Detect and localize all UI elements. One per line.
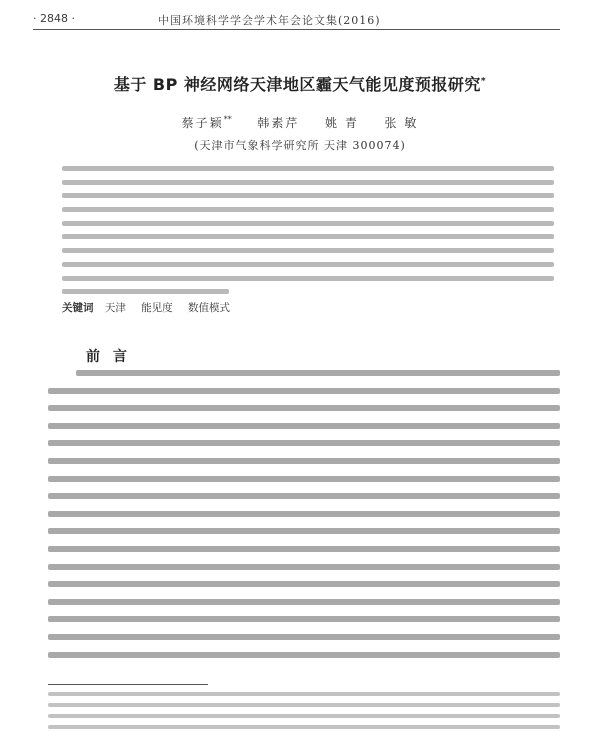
- paper-title: [0, 72, 600, 95]
- abstract-text-line: [62, 207, 554, 212]
- body-text-line: [48, 388, 560, 394]
- abstract-text-line: [62, 193, 554, 198]
- keywords-label: 关键词: [62, 302, 94, 314]
- body-text-line: [48, 634, 560, 640]
- body-text-line: [48, 440, 560, 446]
- abstract-block: [62, 166, 554, 303]
- keywords-line: [62, 300, 242, 315]
- body-text-line: [48, 564, 560, 570]
- footnotes-block: [48, 692, 560, 736]
- author-footnote-mark: **: [223, 115, 232, 124]
- body-text-line: [48, 423, 560, 429]
- abstract-text-line: [62, 289, 229, 294]
- author-name: 韩素芹: [257, 116, 300, 130]
- footnote-text-line: [48, 703, 560, 707]
- abstract-text-line: [62, 276, 554, 281]
- body-text-line: [76, 370, 560, 376]
- body-text-line: [48, 599, 560, 605]
- paper-title-text: 基于 BP 神经网络天津地区霾天气能见度预报研究: [113, 75, 481, 94]
- body-text-line: [48, 476, 560, 482]
- page-number: · 2848 ·: [33, 12, 75, 25]
- abstract-text-line: [62, 234, 554, 239]
- footnote-text-line: [48, 725, 560, 729]
- running-header: [33, 12, 560, 28]
- footnote-text-line: [48, 692, 560, 696]
- footnote-rule: [48, 684, 208, 685]
- section-heading: 前 言: [86, 349, 131, 365]
- journal-name: 中国环境科学学会学术年会论文集(2016): [158, 14, 381, 27]
- footnote-text-line: [48, 714, 560, 718]
- author-name: 张 敏: [384, 116, 419, 130]
- abstract-text-line: [62, 166, 554, 171]
- abstract-text-line: [62, 262, 554, 267]
- body-text-line: [48, 493, 560, 499]
- body-text-line: [48, 405, 560, 411]
- title-footnote-mark: *: [480, 76, 487, 87]
- abstract-text-line: [62, 248, 554, 253]
- body-text-line: [48, 546, 560, 552]
- header-rule: [33, 29, 560, 30]
- keyword: 数值模式: [188, 302, 231, 314]
- body-text-line: [48, 511, 560, 517]
- author-affiliation: (天津市气象科学研究所 天津 300074): [194, 139, 406, 152]
- body-text-line: [48, 652, 560, 658]
- abstract-text-line: [62, 221, 554, 226]
- keyword: 天津: [104, 302, 126, 314]
- author-name: 蔡子颖: [181, 116, 224, 130]
- keyword: 能见度: [141, 302, 173, 314]
- body-text-line: [48, 581, 560, 587]
- abstract-text-line: [62, 180, 554, 185]
- body-text-line: [48, 528, 560, 534]
- author-list: [0, 114, 600, 131]
- author-name: 姚 青: [325, 116, 359, 130]
- body-text-line: [48, 616, 560, 622]
- body-text-block: [48, 370, 560, 669]
- body-text-line: [48, 458, 560, 464]
